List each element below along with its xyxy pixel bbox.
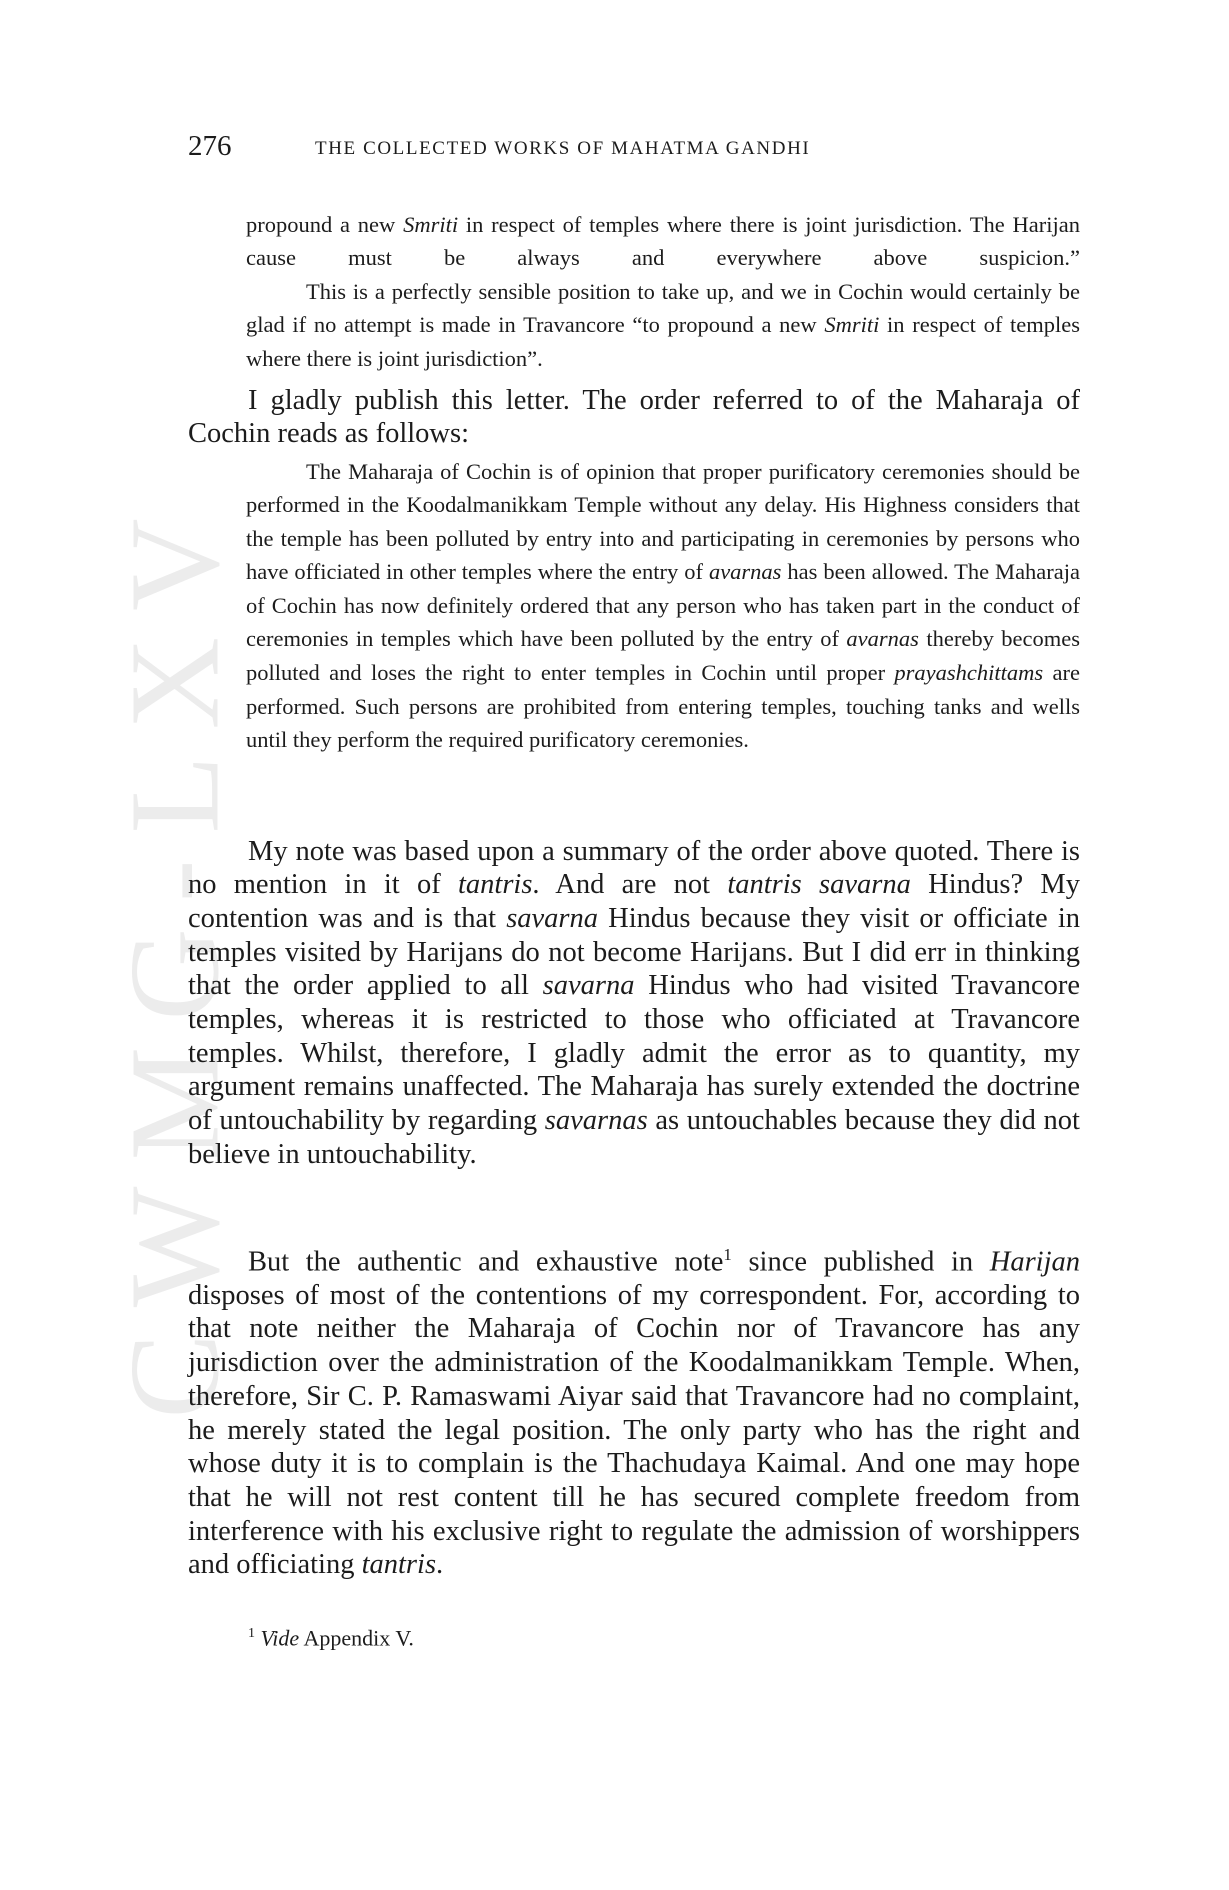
page-number: 276 — [188, 130, 232, 162]
watermark: CWMG-LXV — [103, 491, 246, 1419]
paragraph-note: My note was based upon a summary of the order above quoted. There is no mention in it of tantris. And are not tantris savarna Hindus? My contention was and is that savarna Hindus because they visit or officiate in temples visited by Harijans do not become Harijans. But I did err in thinking that the order applied to all savarna Hindus who had visited Travancore temples, whereas it is restricted to those who officiated at Travancore temples. Whilst, therefore, I gladly admit the error as to quantity, my argument remains unaffected. The Maharaja has surely extended the doctrine of untouchability by regarding savarnas as untouchables because they did not believe in untouchability. — [188, 835, 1080, 1170]
footnote-marker: 1 — [248, 1626, 255, 1641]
intro-paragraph: I gladly publish this letter. The order referred to of the Maharaja of Cochin reads as follows: — [188, 384, 1080, 450]
paragraph-final: But the authentic and exhaustive note$^1$ since published in Harijan disposes of most of the contentions of my correspondent. For, according to that note neither the Maharaja of Cochin nor of Travancore has any jurisdiction over the administration of the Koodalmanikkam Temple. When, therefore, Sir C. P. Ramaswami Aiyar said that Travancore had no complaint, he merely stated the legal position. The only party who has the right and whose duty it is to complain is the Thachudaya Kaimal. And one may hope that he will not rest content till he has secured complete freedom from interference with his exclusive right to regulate the admission of worshippers and officiating tantris. — [188, 1244, 1080, 1581]
quote-comment: This is a perfectly sensible position to take up, and we in Cochin would certainly be glad if no attempt is made in Travancore “to propound a new Smriti in respect of temples where there is joint jurisdiction”. — [246, 278, 1081, 371]
page-header — [188, 130, 1078, 166]
footnote: $^1$ Vide Appendix V. — [248, 1625, 414, 1651]
quote-end: propound a new Smriti in respect of temples where there is joint jurisdiction. The Harijan cause must be always and everywhere above suspicion.” — [246, 211, 1080, 271]
running-head: THE COLLECTED WORKS OF MAHATMA GANDHI — [315, 138, 811, 159]
order-quote: The Maharaja of Cochin is of opinion that proper purificatory ceremonies should be performed in the Koodalmanikkam Temple without any delay. His Highness considers that the temple has been polluted by entry into and participating in ceremonies by persons who have officiated in other temples where the entry of avarnas has been allowed. The Maharaja of Cochin has now definitely ordered that any person who has taken part in the conduct of ceremonies in temples which have been polluted by the entry of avarnas thereby becomes polluted and loses the right to enter temples in Cochin until proper prayashchittams are performed. Such persons are prohibited from entering temples, touching tanks and wells until they perform the required purificatory ceremonies. — [246, 458, 1081, 753]
footnote-ref: 1 — [723, 1244, 732, 1264]
